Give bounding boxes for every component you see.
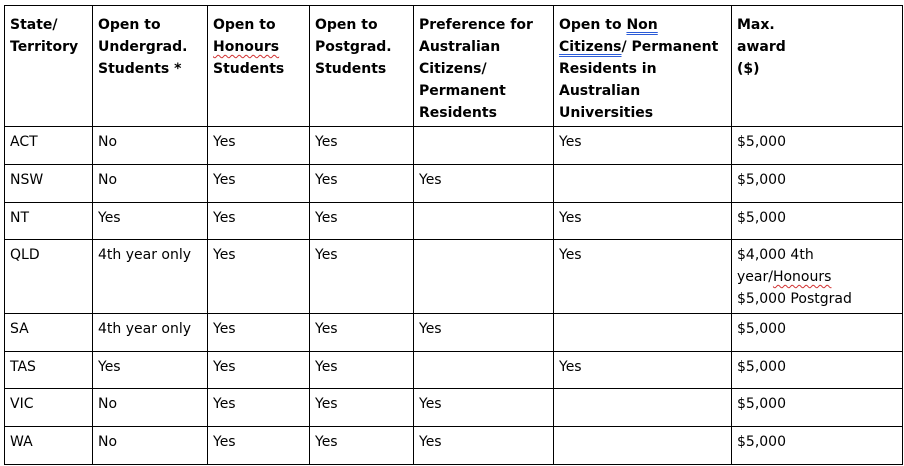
cell-state: WA: [5, 427, 93, 465]
cell-undergrad: Yes: [93, 203, 208, 240]
cell-state: SA: [5, 314, 93, 352]
table-row: [5, 203, 903, 240]
header-noncitizen-line: Universities: [559, 105, 654, 121]
header-preference-line: Australian: [419, 39, 501, 55]
cell-award: $5,000: [732, 389, 903, 427]
cell-postgrad: Yes: [310, 240, 414, 314]
cell-award: $5,000: [732, 165, 903, 203]
cell-noncitizen: [554, 314, 732, 352]
header-postgrad: [310, 6, 414, 127]
header-noncitizen-text: Open to: [559, 17, 627, 33]
cell-noncitizen: Yes: [554, 240, 732, 314]
header-postgrad-line: Open to: [315, 17, 378, 33]
header-preference-line: Citizens/: [419, 61, 487, 77]
cell-honours: Yes: [208, 240, 310, 314]
header-preference: [414, 6, 554, 127]
cell-state: NT: [5, 203, 93, 240]
table-row: [5, 389, 903, 427]
table-row: [5, 352, 903, 389]
header-noncitizen-line: Residents in: [559, 61, 657, 77]
header-state: [5, 6, 93, 127]
header-state-line: State/: [10, 17, 58, 33]
cell-undergrad: No: [93, 389, 208, 427]
cell-noncitizen: [554, 427, 732, 465]
cell-noncitizen: [554, 165, 732, 203]
cell-award-text: year/: [737, 269, 773, 285]
cell-award-flagged-word[interactable]: Honours: [772, 269, 832, 285]
table-row: [5, 127, 903, 165]
cell-award: $5,000: [732, 427, 903, 465]
cell-award: $5,000: [732, 314, 903, 352]
cell-undergrad: No: [93, 427, 208, 465]
cell-honours: Yes: [208, 427, 310, 465]
table-row: [5, 165, 903, 203]
header-undergrad: [93, 6, 208, 127]
cell-award: [732, 240, 903, 314]
header-undergrad-line: Students *: [98, 61, 182, 77]
header-postgrad-line: Students: [315, 61, 387, 77]
cell-postgrad: Yes: [310, 127, 414, 165]
cell-preference: Yes: [414, 165, 554, 203]
cell-state: VIC: [5, 389, 93, 427]
header-honours-line: Students: [213, 61, 285, 77]
cell-honours: Yes: [208, 127, 310, 165]
cell-postgrad: Yes: [310, 165, 414, 203]
header-preference-line: Residents: [419, 105, 497, 121]
cell-honours: Yes: [208, 389, 310, 427]
cell-preference: Yes: [414, 314, 554, 352]
cell-preference: [414, 352, 554, 389]
cell-honours: Yes: [208, 165, 310, 203]
header-honours: [208, 6, 310, 127]
cell-postgrad: Yes: [310, 203, 414, 240]
header-state-line: Territory: [10, 39, 79, 55]
cell-noncitizen: Yes: [554, 352, 732, 389]
header-award-line: award: [737, 39, 786, 55]
cell-postgrad: Yes: [310, 314, 414, 352]
cell-noncitizen: Yes: [554, 203, 732, 240]
header-noncitizen-flagged-word[interactable]: Citizens: [559, 39, 622, 55]
cell-undergrad: Yes: [93, 352, 208, 389]
cell-award: $5,000: [732, 203, 903, 240]
cell-undergrad: No: [93, 165, 208, 203]
header-noncitizen-flagged-word[interactable]: Non: [626, 17, 658, 33]
header-award-line: ($): [737, 61, 760, 77]
header-noncitizen: [554, 6, 732, 127]
cell-preference: [414, 203, 554, 240]
cell-award-line: $4,000 4th: [737, 247, 814, 263]
header-honours-word[interactable]: Honours: [213, 39, 280, 55]
header-postgrad-line: Postgrad.: [315, 39, 392, 55]
cell-honours: Yes: [208, 352, 310, 389]
cell-award-line: $5,000 Postgrad: [737, 291, 852, 307]
cell-preference: [414, 127, 554, 165]
scholarship-table: [4, 5, 903, 465]
header-award: [732, 6, 903, 127]
table-row: [5, 240, 903, 314]
cell-undergrad: 4th year only: [93, 314, 208, 352]
header-row: [5, 6, 903, 127]
cell-undergrad: 4th year only: [93, 240, 208, 314]
header-honours-line: Open to: [213, 17, 276, 33]
table-row: [5, 427, 903, 465]
cell-undergrad: No: [93, 127, 208, 165]
cell-preference: [414, 240, 554, 314]
cell-state: NSW: [5, 165, 93, 203]
table-row: [5, 314, 903, 352]
header-award-line: Max.: [737, 17, 775, 33]
header-undergrad-line: Open to: [98, 17, 161, 33]
cell-state: TAS: [5, 352, 93, 389]
cell-honours: Yes: [208, 203, 310, 240]
cell-preference: Yes: [414, 389, 554, 427]
cell-award: $5,000: [732, 127, 903, 165]
cell-postgrad: Yes: [310, 427, 414, 465]
cell-noncitizen: [554, 389, 732, 427]
header-preference-line: Preference for: [419, 17, 533, 33]
header-noncitizen-text: / Permanent: [621, 39, 719, 55]
header-preference-line: Permanent: [419, 83, 506, 99]
cell-noncitizen: Yes: [554, 127, 732, 165]
cell-honours: Yes: [208, 314, 310, 352]
header-noncitizen-line: Australian: [559, 83, 641, 99]
cell-postgrad: Yes: [310, 389, 414, 427]
cell-award: $5,000: [732, 352, 903, 389]
cell-postgrad: Yes: [310, 352, 414, 389]
cell-preference: Yes: [414, 427, 554, 465]
cell-state: ACT: [5, 127, 93, 165]
header-undergrad-line: Undergrad.: [98, 39, 188, 55]
cell-state: QLD: [5, 240, 93, 314]
